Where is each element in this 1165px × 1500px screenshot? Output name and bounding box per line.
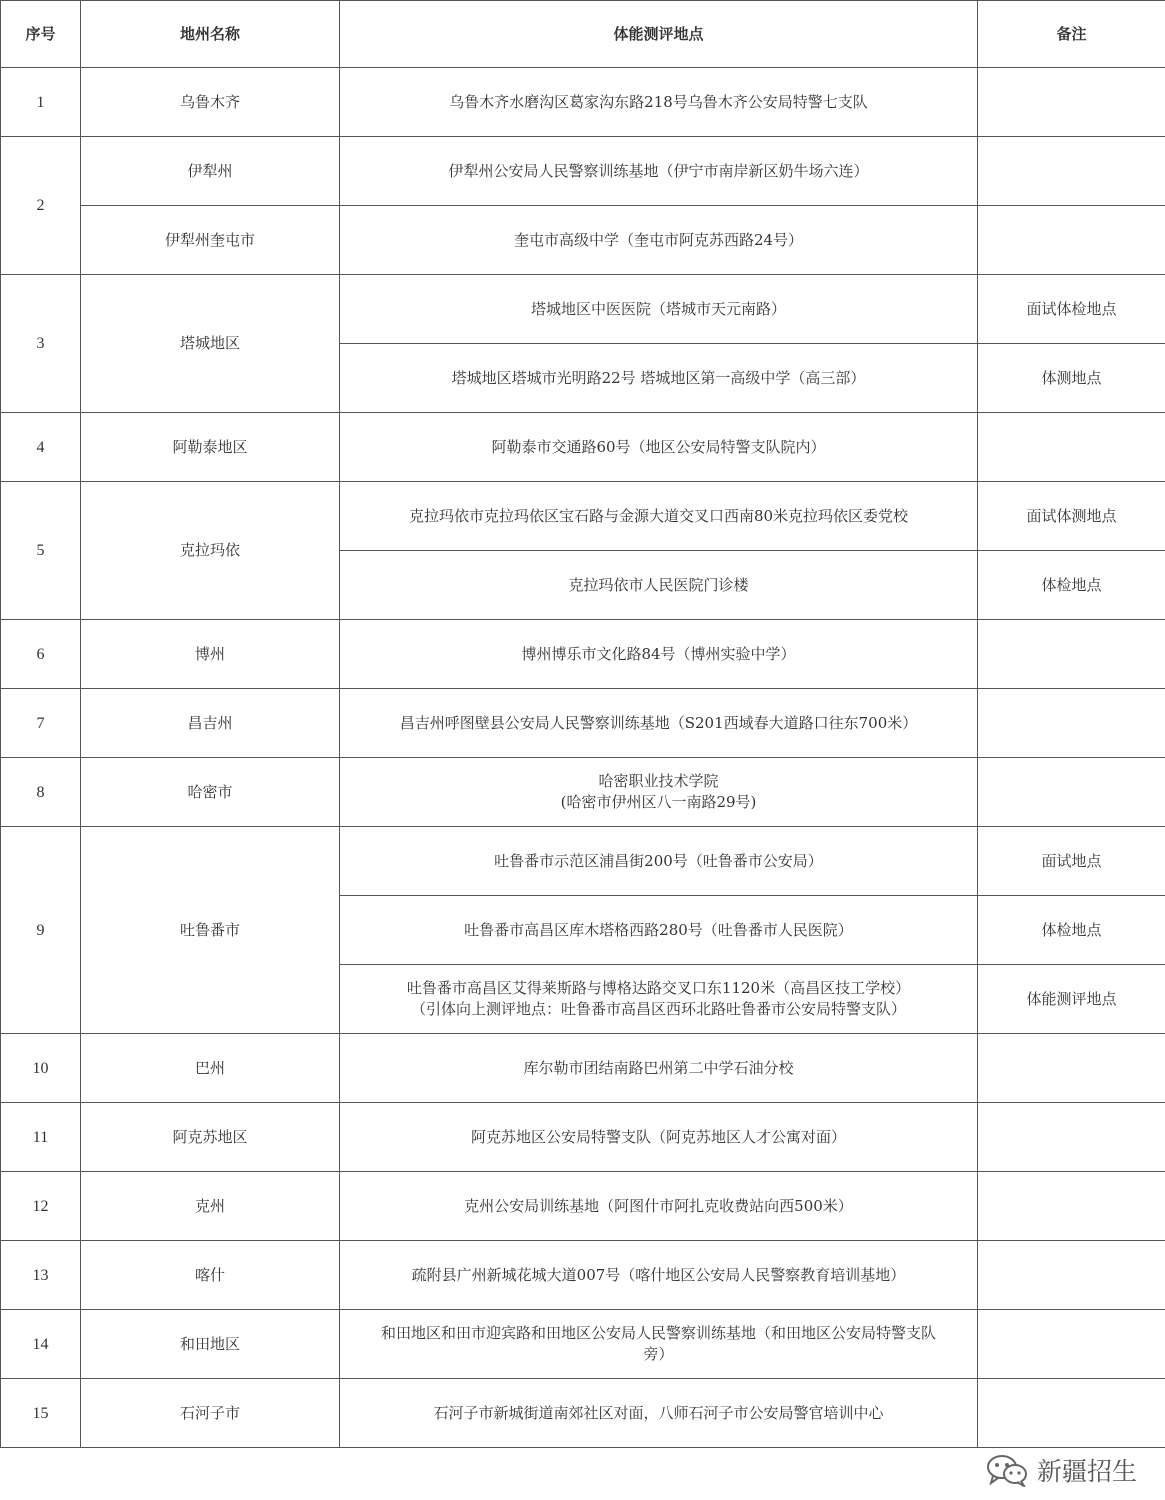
- row-remark: [978, 620, 1165, 689]
- row-region: 喀什: [81, 1241, 340, 1310]
- row-region: 阿勒泰地区: [81, 413, 340, 482]
- row-index: 12: [1, 1172, 81, 1241]
- row-region: 昌吉州: [81, 689, 340, 758]
- row-index: 1: [1, 68, 81, 137]
- table-row: [1, 1103, 1165, 1172]
- table-row: [1, 1241, 1165, 1310]
- row-location: 塔城地区塔城市光明路22号 塔城地区第一高级中学（高三部）: [340, 344, 978, 413]
- row-location: [340, 965, 978, 1034]
- location-line: （引体向上测评地点：吐鲁番市高昌区西环北路吐鲁番市公安局特警支队）: [410, 1000, 906, 1018]
- row-remark: [978, 206, 1165, 275]
- table-row: [1, 1034, 1165, 1103]
- row-index: 11: [1, 1103, 81, 1172]
- row-region: 和田地区: [81, 1310, 340, 1379]
- table-header-row: [1, 1, 1165, 68]
- row-remark: [978, 1310, 1165, 1379]
- row-location: 阿勒泰市交通路60号（地区公安局特警支队院内）: [340, 413, 978, 482]
- table-row: [1, 68, 1165, 137]
- row-region: 塔城地区: [81, 275, 340, 413]
- row-location: 吐鲁番市高昌区库木塔格西路280号（吐鲁番市人民医院）: [340, 896, 978, 965]
- row-remark: 面试地点: [978, 827, 1165, 896]
- row-region: 伊犁州奎屯市: [81, 206, 340, 275]
- row-location: 克州公安局训练基地（阿图什市阿扎克收费站向西500米）: [340, 1172, 978, 1241]
- row-remark: 体测地点: [978, 344, 1165, 413]
- row-region: 巴州: [81, 1034, 340, 1103]
- row-index: 4: [1, 413, 81, 482]
- table-row: [1, 137, 1165, 206]
- row-location: 疏附县广州新城花城大道007号（喀什地区公安局人民警察教育培训基地）: [340, 1241, 978, 1310]
- table-row: [1, 1172, 1165, 1241]
- row-region: 石河子市: [81, 1379, 340, 1448]
- row-index: 8: [1, 758, 81, 827]
- row-location: 克拉玛依市克拉玛依区宝石路与金源大道交叉口西南80米克拉玛依区委党校: [340, 482, 978, 551]
- table-row: [1, 413, 1165, 482]
- watermark-text: 新疆招生: [1036, 1457, 1137, 1486]
- row-index: 6: [1, 620, 81, 689]
- row-location: [340, 758, 978, 827]
- table-row: [1, 620, 1165, 689]
- row-remark: [978, 413, 1165, 482]
- row-location: 昌吉州呼图壁县公安局人民警察训练基地（S201西域春大道路口往东700米）: [340, 689, 978, 758]
- row-region: 博州: [81, 620, 340, 689]
- row-index: 9: [1, 827, 81, 1034]
- row-remark: 面试体检地点: [978, 275, 1165, 344]
- table-row: [1, 1379, 1165, 1448]
- row-index: 13: [1, 1241, 81, 1310]
- row-remark: [978, 1379, 1165, 1448]
- row-index: 7: [1, 689, 81, 758]
- table-row: [1, 758, 1165, 827]
- row-location: 石河子市新城街道南郊社区对面，八师石河子市公安局警官培训中心: [340, 1379, 978, 1448]
- row-remark: [978, 68, 1165, 137]
- row-location: 吐鲁番市示范区浦昌街200号（吐鲁番市公安局）: [340, 827, 978, 896]
- row-remark: [978, 758, 1165, 827]
- row-location: 库尔勒市团结南路巴州第二中学石油分校: [340, 1034, 978, 1103]
- row-index: 14: [1, 1310, 81, 1379]
- row-region: 阿克苏地区: [81, 1103, 340, 1172]
- row-location: 博州博乐市文化路84号（博州实验中学）: [340, 620, 978, 689]
- row-index: 15: [1, 1379, 81, 1448]
- table-row: [1, 1310, 1165, 1379]
- row-remark: [978, 137, 1165, 206]
- table-row: [1, 482, 1165, 551]
- table-row: [1, 206, 1165, 275]
- row-remark: 体能测评地点: [978, 965, 1165, 1034]
- table-row: [1, 275, 1165, 344]
- row-remark: [978, 1172, 1165, 1241]
- row-index: 10: [1, 1034, 81, 1103]
- row-remark: 体检地点: [978, 896, 1165, 965]
- row-region: 哈密市: [81, 758, 340, 827]
- header-index: 序号: [1, 1, 81, 68]
- location-line: 哈密职业技术学院: [598, 772, 719, 790]
- row-region: 吐鲁番市: [81, 827, 340, 1034]
- row-location: 克拉玛依市人民医院门诊楼: [340, 551, 978, 620]
- row-index: 3: [1, 275, 81, 413]
- row-region: 伊犁州: [81, 137, 340, 206]
- header-remark: 备注: [978, 1, 1165, 68]
- row-remark: 面试体测地点: [978, 482, 1165, 551]
- row-region: 克拉玛依: [81, 482, 340, 620]
- row-index: 2: [1, 137, 81, 275]
- row-remark: 体检地点: [978, 551, 1165, 620]
- row-region: 克州: [81, 1172, 340, 1241]
- table-row: [1, 689, 1165, 758]
- wechat-icon: [985, 1453, 1029, 1487]
- row-remark: [978, 689, 1165, 758]
- table-row: [1, 827, 1165, 896]
- header-region: 地州名称: [81, 1, 340, 68]
- row-location: 阿克苏地区公安局特警支队（阿克苏地区人才公寓对面）: [340, 1103, 978, 1172]
- location-line: (哈密市伊州区八一南路29号): [560, 793, 757, 811]
- row-location: [340, 1310, 978, 1379]
- row-location: 乌鲁木齐水磨沟区葛家沟东路218号乌鲁木齐公安局特警七支队: [340, 68, 978, 137]
- row-index: 5: [1, 482, 81, 620]
- row-region: 乌鲁木齐: [81, 68, 340, 137]
- row-location: 奎屯市高级中学（奎屯市阿克苏西路24号）: [340, 206, 978, 275]
- watermark: [985, 1452, 1137, 1488]
- row-remark: [978, 1103, 1165, 1172]
- row-remark: [978, 1241, 1165, 1310]
- location-line: 和田地区和田市迎宾路和田地区公安局人民警察训练基地（和田地区公安局特警支队: [380, 1324, 936, 1342]
- location-line: 吐鲁番市高昌区艾得莱斯路与博格达路交叉口东1120米（高昌区技工学校）: [406, 979, 911, 997]
- row-location: 塔城地区中医医院（塔城市天元南路）: [340, 275, 978, 344]
- location-line: 旁）: [643, 1345, 674, 1363]
- header-location: 体能测评地点: [340, 1, 978, 68]
- row-location: 伊犁州公安局人民警察训练基地（伊宁市南岸新区奶牛场六连）: [340, 137, 978, 206]
- row-remark: [978, 1034, 1165, 1103]
